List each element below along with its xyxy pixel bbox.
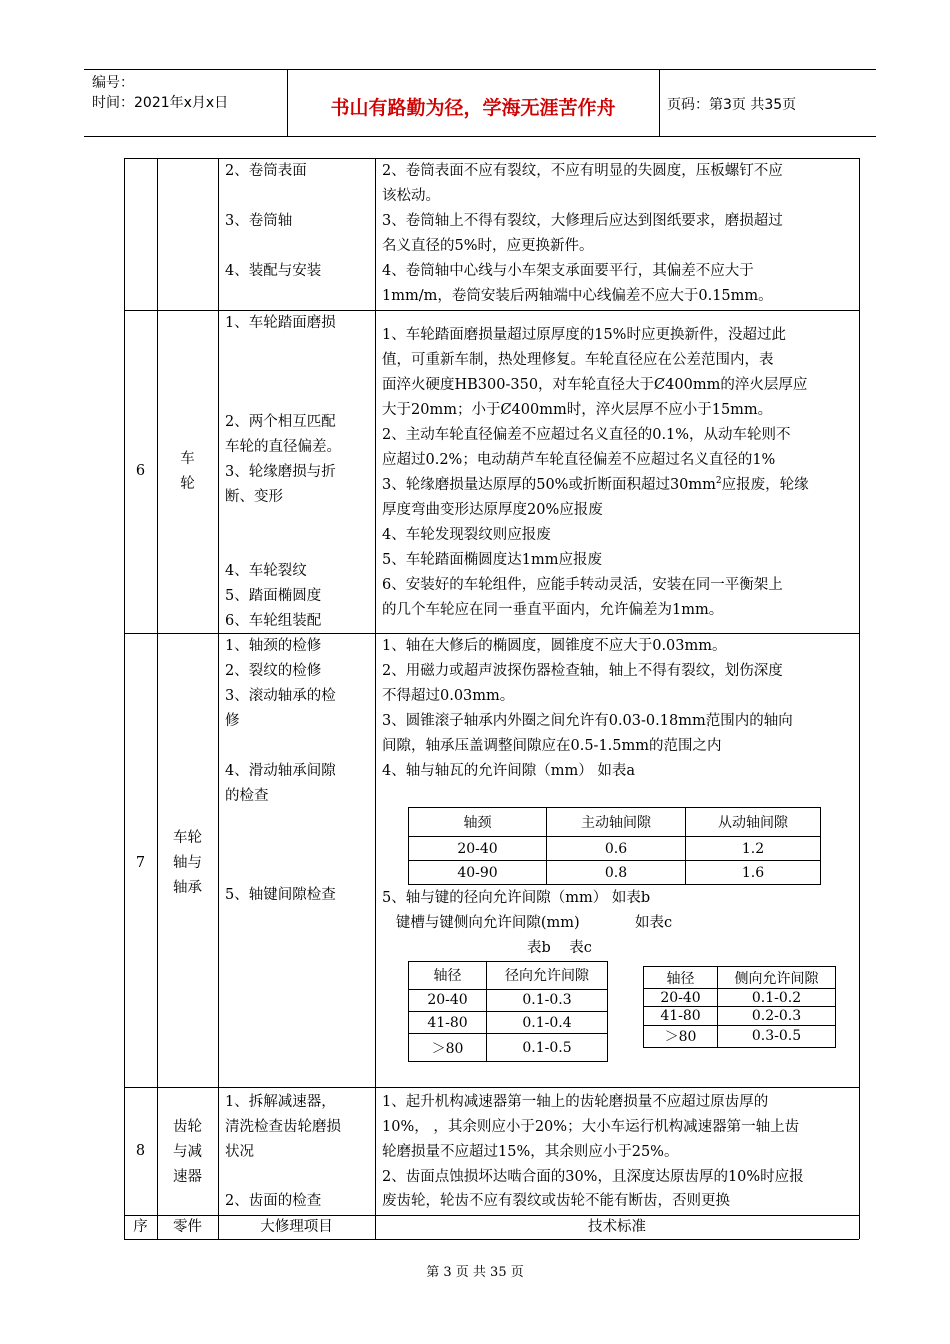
table-header-cell: 轴径 — [644, 967, 718, 989]
standard-text: 2、主动车轮直径偏差不应超过名义直径的0.1%，从动车轮则不 — [382, 427, 791, 443]
standard-text: 2、齿面点蚀损坏达啮合面的30%，且深度达原齿厚的10%时应报 — [382, 1169, 804, 1185]
item-text: 的检查 — [225, 788, 269, 804]
standard-text: 1、车轮踏面磨损量超过原厚度的15%时应更换新件，没超过此 — [382, 327, 786, 343]
item-text: 2、两个相互匹配 — [225, 414, 336, 430]
part-name: 车轮 — [173, 830, 202, 846]
part-name: 与减 — [173, 1144, 202, 1160]
item-text: 2、裂纹的检修 — [225, 663, 322, 679]
standard-text: 2、卷筒表面不应有裂纹，不应有明显的失圆度，压板螺钉不应 — [382, 163, 783, 179]
header-page-number: 页码：第3页 共35页 — [667, 97, 797, 113]
item-text: 5、轴键间隙检查 — [225, 887, 336, 903]
table-cell: 0.1-0.4 — [487, 1011, 608, 1033]
standard-text: 的几个车轮应在同一垂直平面内，允许偏差为1mm。 — [382, 602, 724, 618]
table-row — [644, 1025, 836, 1047]
col-divider — [124, 158, 125, 1239]
table-header-cell: 从动轴间隙 — [686, 808, 821, 837]
col-divider — [157, 158, 158, 1239]
table-cell: 0.3-0.5 — [718, 1025, 836, 1047]
table-header-cell: 轴颈 — [409, 808, 547, 837]
table-cell: 0.8 — [547, 861, 686, 885]
seq-number: 7 — [135, 855, 146, 871]
item-text: 4、车轮裂纹 — [225, 563, 307, 579]
table-cell: 40-90 — [409, 861, 547, 885]
part-name: 轴与 — [173, 855, 202, 871]
column-header-standard: 技术标准 — [588, 1219, 646, 1235]
standard-text: 值，可重新车制，热处理修复。车轮直径应在公差范围内，表 — [382, 352, 774, 368]
table-cell: 41-80 — [409, 1011, 487, 1033]
row-divider — [124, 1087, 859, 1088]
item-text: 2、齿面的检查 — [225, 1193, 322, 1209]
clearance-table-c — [643, 966, 836, 1048]
table-cell: 41-80 — [644, 1007, 718, 1025]
header-bottom-rule — [84, 136, 876, 137]
header-number: 编号： — [92, 75, 134, 91]
standard-text: 间隙，轴承压盖调整间隙应在0.5-1.5mm的范围之内 — [382, 738, 722, 754]
table-header-cell: 侧向允许间隙 — [718, 967, 836, 989]
standard-text: 1、轴在大修后的椭圆度，圆锥度不应大于0.03mm。 — [382, 638, 727, 654]
standard-text: 轮磨损量不应超过15%，其余则应小于25%。 — [382, 1144, 679, 1160]
standard-text: 应超过0.2%；电动葫芦车轮直径偏差不应超过名义直径的1% — [382, 452, 776, 468]
item-text: 6、车轮组装配 — [225, 613, 322, 629]
standard-text: 1、起升机构减速器第一轴上的齿轮磨损量不应超过原齿厚的 — [382, 1094, 769, 1110]
table-row — [409, 989, 608, 1011]
table-header-cell: 轴径 — [409, 962, 487, 990]
col-divider — [375, 158, 376, 1239]
standard-text: 1mm/m，卷筒安装后两轴端中心线偏差不应大于0.15mm。 — [382, 288, 773, 304]
table-row — [409, 1011, 608, 1033]
header-motto: 书山有路勤为径，学海无涯苦作舟 — [330, 97, 616, 119]
item-text: 断、变形 — [225, 489, 283, 505]
table-header-cell: 径向允许间隙 — [487, 962, 608, 990]
table-caption: 表b 表c — [527, 940, 592, 956]
table-row — [644, 989, 836, 1007]
column-header-repair-item: 大修理项目 — [260, 1219, 333, 1235]
item-text: 1、车轮踏面磨损 — [225, 315, 336, 331]
table-cell: 20-40 — [644, 989, 718, 1007]
page-footer: 第 3 页 共 35 页 — [426, 1265, 524, 1280]
standard-text: 键槽与键侧向允许间隙(mm) 如表c — [382, 915, 673, 931]
header-top-rule — [84, 69, 876, 70]
table-cell: ＞80 — [644, 1025, 718, 1047]
header-time: 时间：2021年x月x日 — [92, 95, 229, 111]
column-header-seq: 序 — [133, 1219, 148, 1235]
standard-text: 不得超过0.03mm。 — [382, 688, 515, 704]
table-cell: 0.1-0.2 — [718, 989, 836, 1007]
table-cell: 0.2-0.3 — [718, 1007, 836, 1025]
item-text: 4、装配与安装 — [225, 263, 322, 279]
table-cell: 0.1-0.5 — [487, 1034, 608, 1062]
table-cell: 20-40 — [409, 837, 547, 861]
standard-text: 3、轮缘磨损量达原厚的50%或折断面积超过$30mm^2$应报废，轮缘 — [382, 476, 809, 493]
standard-text: 3、卷筒轴上不得有裂纹，大修理后应达到图纸要求，磨损超过 — [382, 213, 783, 229]
part-name: 轴承 — [173, 880, 202, 896]
standard-text: 10%， ，其余则应小于20%；大小车运行机构减速器第一轴上齿 — [382, 1119, 800, 1135]
item-text: 1、拆解减速器， — [225, 1094, 336, 1110]
part-name: 车 — [180, 451, 195, 467]
table-row — [409, 1034, 608, 1062]
table-row — [644, 1007, 836, 1025]
item-text: 2、卷筒表面 — [225, 163, 307, 179]
seq-number: 6 — [135, 463, 146, 479]
standard-text: 5、车轮踏面椭圆度达1mm应报废 — [382, 552, 602, 568]
item-text: 4、滑动轴承间隙 — [225, 763, 336, 779]
column-header-part: 零件 — [173, 1219, 202, 1235]
standard-text: 名义直径的5%时，应更换新件。 — [382, 238, 594, 254]
item-text: 车轮的直径偏差。 — [225, 439, 341, 455]
table-row — [409, 837, 821, 861]
table-cell: 20-40 — [409, 989, 487, 1011]
item-text: 5、踏面椭圆度 — [225, 588, 322, 604]
seq-number: 8 — [135, 1143, 146, 1159]
clearance-table-b — [408, 961, 608, 1062]
item-text: 1、轴颈的检修 — [225, 638, 322, 654]
standard-text: 2、用磁力或超声波探伤器检查轴，轴上不得有裂纹，划伤深度 — [382, 663, 783, 679]
item-text: 修 — [225, 713, 240, 729]
part-name: 速器 — [173, 1169, 202, 1185]
standard-text: 面淬火硬度HB300-350，对车轮直径大于Ȼ400mm的淬火层厚应 — [382, 377, 808, 393]
standard-text: 3、圆锥滚子轴承内外圈之间允许有0.03-0.18mm范围内的轴向 — [382, 713, 793, 729]
col-divider — [218, 158, 219, 1239]
standard-text: 该松动。 — [382, 188, 440, 204]
standard-text: 4、轴与轴瓦的允许间隙（mm） 如表a — [382, 763, 635, 779]
part-name: 轮 — [180, 476, 195, 492]
standard-text: 大于20mm；小于Ȼ400mm时，淬火层厚不应小于15mm。 — [382, 402, 773, 418]
item-text: 3、卷筒轴 — [225, 213, 293, 229]
table-header-cell: 主动轴间隙 — [547, 808, 686, 837]
item-text: 状况 — [225, 1144, 254, 1160]
header-divider-right — [659, 70, 660, 136]
standard-text: 废齿轮，轮齿不应有裂纹或齿轮不能有断齿，否则更换 — [382, 1193, 730, 1209]
table-cell: 1.6 — [686, 861, 821, 885]
part-name: 齿轮 — [173, 1119, 202, 1135]
table-cell: 0.1-0.3 — [487, 989, 608, 1011]
item-text: 清洗检查齿轮磨损 — [225, 1119, 341, 1135]
table-cell: 1.2 — [686, 837, 821, 861]
standard-text: 4、车轮发现裂纹则应报废 — [382, 527, 551, 543]
table-header-row — [409, 962, 608, 990]
table-cell: ＞80 — [409, 1034, 487, 1062]
repair-standard-table — [124, 158, 859, 1239]
standard-text: 4、卷筒轴中心线与小车架支承面要平行，其偏差不应大于 — [382, 263, 754, 279]
table-header-row — [409, 808, 821, 837]
table-border-right — [859, 158, 860, 1239]
standard-text: 6、安装好的车轮组件，应能手转动灵活，安装在同一平衡架上 — [382, 577, 783, 593]
table-row — [409, 861, 821, 885]
standard-text: 厚度弯曲变形达原厚度20%应报废 — [382, 502, 603, 518]
table-cell: 0.6 — [547, 837, 686, 861]
item-text: 3、滚动轴承的检 — [225, 688, 336, 704]
clearance-table-a — [408, 807, 821, 885]
standard-text: 5、轴与键的径向允许间隙（mm） 如表b — [382, 890, 651, 906]
item-text: 3、轮缘磨损与折 — [225, 464, 336, 480]
table-header-row — [644, 967, 836, 989]
